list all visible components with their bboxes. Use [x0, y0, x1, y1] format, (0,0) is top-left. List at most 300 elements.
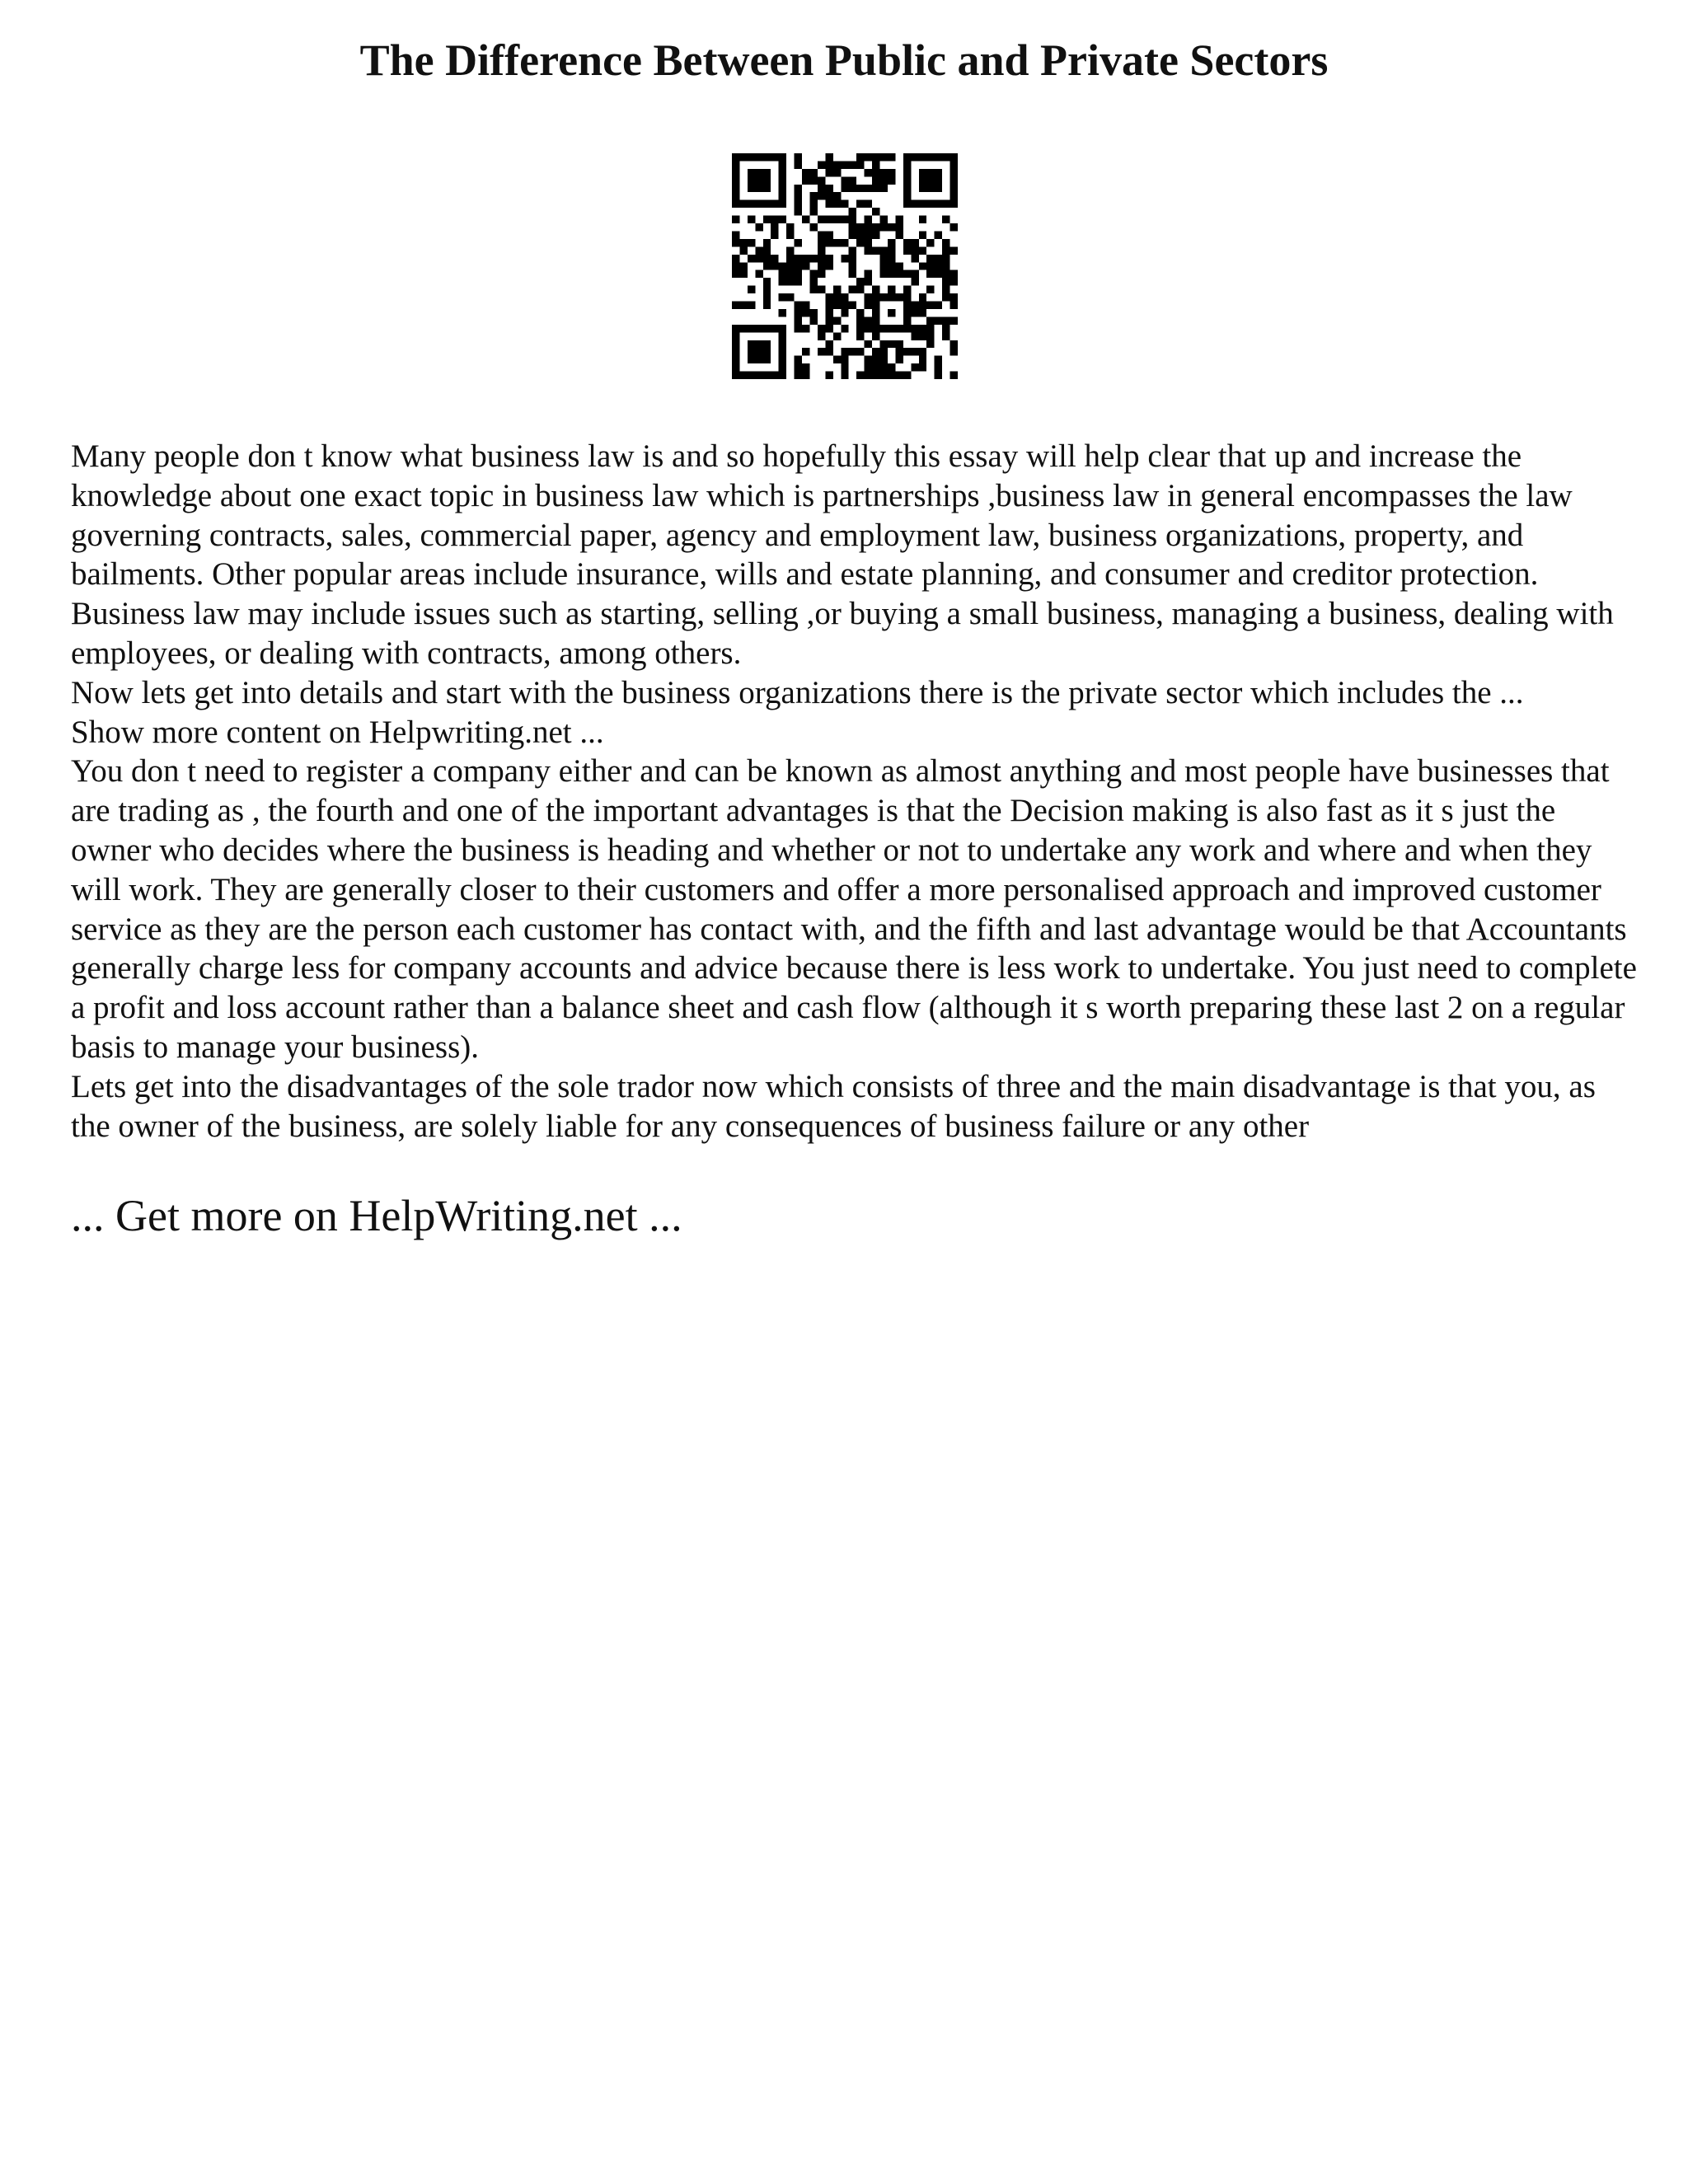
qr-module	[825, 200, 832, 208]
qr-module	[926, 200, 934, 208]
qr-module	[841, 176, 848, 184]
qr-module	[856, 332, 864, 340]
qr-module	[755, 356, 762, 363]
qr-module	[779, 262, 786, 269]
qr-module	[825, 216, 832, 223]
show-more-link[interactable]: Show more content on Helpwriting.net ...	[71, 714, 604, 750]
qr-module	[795, 208, 802, 215]
qr-module	[872, 223, 879, 231]
qr-module	[795, 200, 802, 208]
qr-module	[888, 309, 895, 316]
qr-module	[732, 169, 739, 176]
qr-module	[856, 325, 864, 332]
qr-module	[865, 200, 872, 208]
qr-module	[849, 223, 856, 231]
qr-module	[856, 239, 864, 246]
qr-module	[779, 332, 786, 340]
qr-module	[732, 348, 739, 355]
qr-module	[755, 340, 762, 348]
qr-module	[841, 356, 848, 363]
qr-module	[795, 239, 802, 246]
qr-module	[825, 192, 832, 199]
qr-module	[919, 200, 926, 208]
qr-module	[880, 372, 888, 379]
qr-module	[950, 185, 958, 192]
qr-module	[739, 302, 747, 309]
document-title: The Difference Between Public and Private Sectors	[359, 35, 1329, 85]
qr-module	[841, 161, 848, 168]
get-more-link[interactable]: ... Get more on HelpWriting.net ...	[71, 1191, 682, 1240]
qr-module	[880, 348, 888, 355]
qr-module	[809, 208, 817, 215]
qr-module	[950, 169, 958, 176]
qr-module	[950, 278, 958, 285]
qr-module	[779, 200, 786, 208]
qr-module	[763, 340, 771, 348]
qr-module	[935, 356, 942, 363]
qr-module	[880, 262, 888, 269]
qr-module	[856, 348, 864, 355]
qr-module	[763, 246, 771, 254]
qr-module	[748, 372, 755, 379]
qr-module	[942, 200, 950, 208]
qr-module	[872, 161, 879, 168]
qr-module	[950, 223, 958, 231]
qr-module	[763, 185, 771, 192]
qr-module	[911, 239, 918, 246]
qr-module	[911, 200, 918, 208]
qr-module	[841, 325, 848, 332]
qr-module	[903, 325, 911, 332]
qr-module	[833, 286, 841, 293]
qr-module	[802, 262, 809, 269]
qr-module	[779, 309, 786, 316]
qr-module	[732, 302, 739, 309]
qr-module	[888, 262, 895, 269]
qr-module	[755, 185, 762, 192]
qr-module	[732, 356, 739, 363]
qr-module	[833, 161, 841, 168]
qr-module	[795, 255, 802, 262]
qr-module	[841, 185, 848, 192]
qr-module	[926, 176, 934, 184]
qr-module	[888, 293, 895, 301]
qr-module	[942, 332, 950, 340]
qr-module	[895, 348, 903, 355]
qr-module	[818, 192, 825, 199]
paragraph-disadvantages: Lets get into the disadvantages of the sole trador now which consists of three and the main disadvantage is that you, as the owner of the business, are solely liable for any consequences of business failure or any other	[71, 1068, 1596, 1144]
qr-module	[880, 153, 888, 161]
qr-module	[880, 340, 888, 348]
qr-module	[935, 185, 942, 192]
qr-module	[825, 161, 832, 168]
qr-module	[880, 325, 888, 332]
qr-module	[779, 293, 786, 301]
qr-module	[795, 325, 802, 332]
qr-module	[739, 372, 747, 379]
qr-module	[911, 363, 918, 371]
qr-module	[919, 293, 926, 301]
qr-module	[732, 325, 739, 332]
qr-module	[748, 255, 755, 262]
qr-module	[935, 169, 942, 176]
qr-module	[919, 363, 926, 371]
qr-module	[919, 176, 926, 184]
qr-module	[950, 246, 958, 254]
qr-module	[748, 239, 755, 246]
qr-module	[818, 216, 825, 223]
qr-module	[748, 348, 755, 355]
qr-module	[903, 239, 911, 246]
qr-module	[841, 216, 848, 223]
qr-module	[895, 340, 903, 348]
qr-module	[755, 176, 762, 184]
qr-module	[786, 262, 794, 269]
qr-module	[825, 340, 832, 348]
qr-module	[935, 316, 942, 324]
qr-module	[809, 270, 817, 278]
qr-module	[779, 270, 786, 278]
qr-module	[849, 208, 856, 215]
qr-module	[911, 332, 918, 340]
qr-module	[833, 293, 841, 301]
qr-module	[763, 348, 771, 355]
qr-module	[865, 270, 872, 278]
qr-module	[872, 372, 879, 379]
qr-module	[865, 316, 872, 324]
qr-module	[825, 262, 832, 269]
qr-module	[802, 372, 809, 379]
qr-module	[865, 302, 872, 309]
qr-module	[771, 372, 778, 379]
qr-module	[935, 255, 942, 262]
qr-module	[911, 246, 918, 254]
qr-module	[748, 200, 755, 208]
qr-module	[903, 185, 911, 192]
qr-module	[795, 270, 802, 278]
qr-module	[903, 176, 911, 184]
qr-module	[833, 192, 841, 199]
qr-module	[888, 286, 895, 293]
qr-module	[833, 169, 841, 176]
qr-module	[763, 255, 771, 262]
qr-module	[926, 325, 934, 332]
qr-module	[926, 169, 934, 176]
qr-module	[856, 316, 864, 324]
qr-module	[739, 239, 747, 246]
qr-module	[818, 348, 825, 355]
qr-module	[872, 231, 879, 238]
qr-module	[919, 309, 926, 316]
qr-module	[755, 246, 762, 254]
qr-module	[856, 200, 864, 208]
qr-module	[903, 246, 911, 254]
qr-module	[919, 348, 926, 355]
qr-module	[880, 216, 888, 223]
qr-module	[895, 356, 903, 363]
qr-module	[748, 356, 755, 363]
qr-module	[825, 153, 832, 161]
qr-module	[732, 270, 739, 278]
qr-module	[786, 231, 794, 238]
qr-module	[802, 302, 809, 309]
qr-module	[739, 153, 747, 161]
qr-module	[795, 309, 802, 316]
qr-module	[903, 200, 911, 208]
qr-module	[795, 153, 802, 161]
qr-module	[895, 270, 903, 278]
qr-module	[802, 309, 809, 316]
qr-module	[732, 216, 739, 223]
qr-module	[942, 246, 950, 254]
qr-module	[732, 231, 739, 238]
qr-module	[779, 325, 786, 332]
qr-module	[763, 302, 771, 309]
qr-module	[748, 185, 755, 192]
qr-module	[903, 372, 911, 379]
qr-module	[856, 223, 864, 231]
qr-module	[809, 278, 817, 285]
qr-module	[865, 223, 872, 231]
qr-module	[872, 309, 879, 316]
qr-module	[739, 262, 747, 269]
qr-module	[802, 176, 809, 184]
qr-module	[802, 325, 809, 332]
qr-module	[809, 192, 817, 199]
qr-module	[755, 169, 762, 176]
qr-module	[748, 325, 755, 332]
qr-module	[818, 246, 825, 254]
qr-module	[950, 293, 958, 301]
qr-module	[755, 255, 762, 262]
qr-module	[888, 239, 895, 246]
qr-module	[865, 278, 872, 285]
qr-module	[872, 316, 879, 324]
qr-module	[818, 176, 825, 184]
qr-module	[795, 262, 802, 269]
qr-module	[849, 348, 856, 355]
qr-module	[809, 200, 817, 208]
qr-module	[919, 356, 926, 363]
document-body	[71, 437, 1637, 1146]
qr-module	[771, 231, 778, 238]
qr-module	[748, 302, 755, 309]
qr-module	[786, 223, 794, 231]
qr-module	[786, 278, 794, 285]
qr-module	[903, 161, 911, 168]
qr-module	[895, 262, 903, 269]
qr-module	[748, 216, 755, 223]
qr-module	[763, 372, 771, 379]
qr-module	[818, 255, 825, 262]
qr-module	[950, 302, 958, 309]
qr-module	[732, 340, 739, 348]
qr-module	[888, 223, 895, 231]
qr-module	[880, 169, 888, 176]
qr-module	[779, 185, 786, 192]
qr-module	[942, 153, 950, 161]
qr-module	[895, 372, 903, 379]
qr-module	[865, 153, 872, 161]
qr-module	[802, 216, 809, 223]
qr-module	[888, 325, 895, 332]
qr-module	[926, 332, 934, 340]
qr-module	[841, 293, 848, 301]
qr-module	[872, 363, 879, 371]
qr-module	[841, 239, 848, 246]
qr-module	[841, 372, 848, 379]
qr-module	[926, 340, 934, 348]
qr-module	[950, 176, 958, 184]
qr-module	[919, 262, 926, 269]
qr-module	[926, 316, 934, 324]
qr-module	[748, 286, 755, 293]
qr-module	[935, 262, 942, 269]
qr-module	[802, 348, 809, 355]
qr-module	[732, 363, 739, 371]
qr-module	[919, 231, 926, 238]
qr-module	[903, 192, 911, 199]
qr-module	[888, 340, 895, 348]
qr-module	[926, 185, 934, 192]
qr-module	[865, 246, 872, 254]
qr-module	[950, 316, 958, 324]
qr-module	[865, 169, 872, 176]
qr-module	[755, 325, 762, 332]
paragraph-advantages: You don t need to register a company either and can be known as almost anything and most people have businesses that are trading as , the fourth and one of the important advantages is that the Decision making is also fast as it s just the owner who decides where the business is heading and whether or not to undertake any work and where and when they will work. They are generally closer to their customers and offer a more personalised approach and improved customer service as they are the person each customer has contact with, and the fifth and last advantage would be that Accountants generally charge less for company accounts and advice because there is less work to undertake. You just need to complete a profit and loss account rather than a balance sheet and cash flow (although it s worth preparing these last 2 on a regular basis to manage your business).	[71, 753, 1637, 1065]
qr-module	[950, 340, 958, 348]
qr-module	[935, 372, 942, 379]
qr-module	[919, 246, 926, 254]
qr-module	[795, 161, 802, 168]
qr-module	[809, 223, 817, 231]
qr-module	[935, 200, 942, 208]
qr-module	[872, 246, 879, 254]
qr-module	[926, 239, 934, 246]
paragraph-intro: Many people don t know what business law is and so hopefully this essay will help clear that up and increase the knowledge about one exact topic in business law which is partnerships ,business law in general encompasses the law governing contracts, sales, commercial paper, agency and employment law, business organizations, property, and bailments. Other popular areas include insurance, wills and estate planning, and consumer and creditor protection. Business law may include issues such as starting, selling ,or buying a small business, managing a business, dealing with employees, or dealing with contracts, among others.	[71, 438, 1614, 671]
qr-module	[872, 325, 879, 332]
qr-module	[880, 176, 888, 184]
qr-module	[763, 262, 771, 269]
qr-module	[748, 176, 755, 184]
qr-module	[818, 325, 825, 332]
qr-module	[926, 262, 934, 269]
qr-module	[795, 363, 802, 371]
qr-module	[849, 262, 856, 269]
qr-module	[779, 169, 786, 176]
qr-module	[795, 192, 802, 199]
qr-module	[771, 216, 778, 223]
qr-module	[779, 372, 786, 379]
qr-module	[841, 363, 848, 371]
qr-module	[872, 302, 879, 309]
paragraph-details: Now lets get into details and start with the business organizations there is the private sector which includes the ...	[71, 674, 1524, 710]
qr-module	[739, 246, 747, 254]
qr-module	[942, 278, 950, 285]
qr-module	[809, 176, 817, 184]
qr-module	[748, 340, 755, 348]
qr-module	[888, 169, 895, 176]
qr-module	[942, 239, 950, 246]
qr-module	[849, 161, 856, 168]
qr-module	[818, 231, 825, 238]
qr-module	[825, 348, 832, 355]
qr-module	[911, 325, 918, 332]
qr-module	[779, 348, 786, 355]
qr-module	[872, 169, 879, 176]
qr-module	[865, 239, 872, 246]
qr-module	[856, 372, 864, 379]
qr-module	[732, 192, 739, 199]
qr-module	[825, 239, 832, 246]
qr-module	[872, 176, 879, 184]
qr-module	[779, 363, 786, 371]
qr-module	[748, 153, 755, 161]
qr-module	[872, 185, 879, 192]
qr-module	[818, 161, 825, 168]
qr-module	[935, 270, 942, 278]
qr-module	[825, 255, 832, 262]
qr-module	[911, 278, 918, 285]
qr-module	[755, 223, 762, 231]
qr-module	[942, 325, 950, 332]
qr-module	[911, 153, 918, 161]
qr-module	[865, 325, 872, 332]
qr-module	[856, 161, 864, 168]
qr-module	[903, 309, 911, 316]
qr-module	[748, 169, 755, 176]
qr-module	[880, 246, 888, 254]
qr-module	[795, 372, 802, 379]
qr-module	[818, 332, 825, 340]
qr-module	[865, 216, 872, 223]
qr-module	[755, 348, 762, 355]
qr-module	[795, 316, 802, 324]
qr-module	[825, 293, 832, 301]
qr-module	[833, 239, 841, 246]
qr-module	[779, 176, 786, 184]
qr-module	[903, 293, 911, 301]
qr-module	[732, 161, 739, 168]
qr-module	[872, 293, 879, 301]
qr-module	[732, 372, 739, 379]
qr-module	[849, 270, 856, 278]
qr-module	[903, 286, 911, 293]
qr-module	[771, 255, 778, 262]
qr-module	[856, 278, 864, 285]
qr-module	[779, 153, 786, 161]
qr-module	[825, 316, 832, 324]
qr-module	[809, 169, 817, 176]
qr-module	[825, 169, 832, 176]
qr-module	[950, 348, 958, 355]
qr-module	[872, 356, 879, 363]
qr-module	[779, 216, 786, 223]
qr-module	[795, 278, 802, 285]
qr-module	[818, 286, 825, 293]
qr-module	[880, 363, 888, 371]
qr-module	[895, 216, 903, 223]
qr-module	[771, 223, 778, 231]
qr-module	[872, 208, 879, 215]
qr-module	[926, 286, 934, 293]
qr-module	[880, 255, 888, 262]
qr-module	[926, 270, 934, 278]
qr-module	[779, 278, 786, 285]
qr-module	[818, 262, 825, 269]
qr-module	[849, 185, 856, 192]
qr-module	[865, 185, 872, 192]
